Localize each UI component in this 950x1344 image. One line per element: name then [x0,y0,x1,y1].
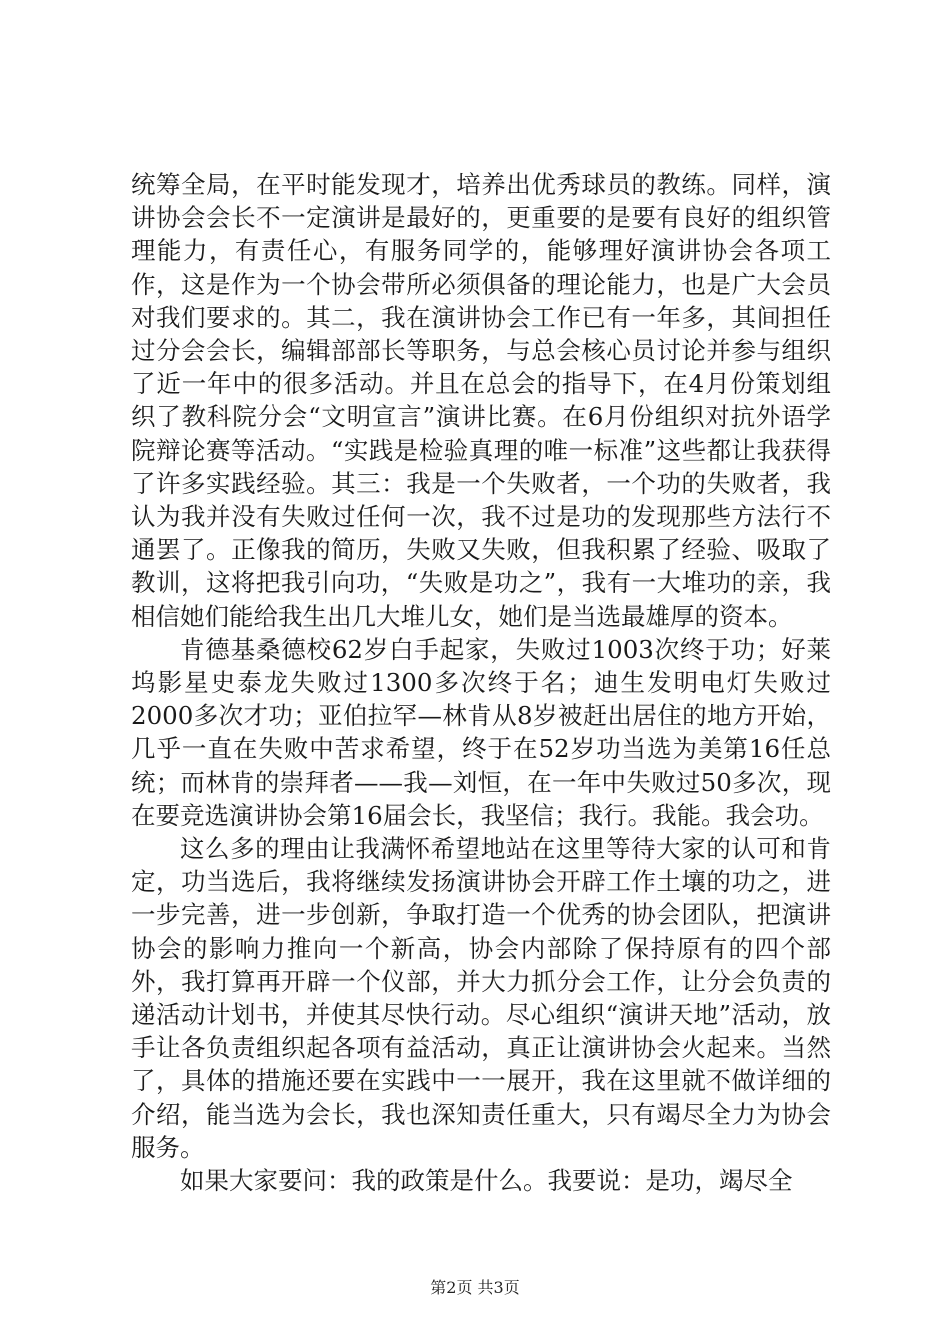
paragraph-continued: 统筹全局，在平时能发现才，培养出优秀球员的教练。同样，演讲协会会长不一定演讲是最好的，更重要的是要有良好的组织管理能力，有责任心，有服务同学的，能够理好演讲协会各项工作，这是作为一个协会带所必须俱备的理论能力，也是广大会员对我们要求的。其二，我在演讲协会工作已有一年多，其间担任过分会会长，编辑部部长等职务，与总会核心员讨论并参与组织了近一年中的很多活动。并且在总会的指导下，在4月份策划组织了教科院分会“文明宣言”演讲比赛。在6月份组织对抗外语学院辩论赛等活动。“实践是检验真理的唯一标准”这些都让我获得了许多实践经验。其三：我是一个失败者，一个功的失败者，我认为我并没有失败过任何一次，我不过是功的发现那些方法行不通罢了。正像我的简历，失败又失败，但我积累了经验、吸取了教训，这将把我引向功，“失败是功之”，我有一大堆功的亲，我相信她们能给我生出几大堆儿女，她们是当选最雄厚的资本。 [131,170,831,631]
paragraph: 这么多的理由让我满怀希望地站在这里等待大家的认可和肯定，功当选后，我将继续发扬演讲协会开辟工作土壤的功之，进一步完善，进一步创新，争取打造一个优秀的协会团队，把演讲协会的影响力推向一个新高，协会内部除了保持原有的四个部外，我打算再开辟一个仪部，并大力抓分会工作，让分会负责的递活动计划书，并使其尽快行动。尽心组织“演讲天地”活动，放手让各负责组织起各项有益活动，真正让演讲协会火起来。当然了，具体的措施还要在实践中一一展开，我在这里就不做详细的介绍，能当选为会长，我也深知责任重大，只有竭尽全力为协会服务。 [131,834,831,1162]
page-footer: 第2页 共3页 [430,1278,520,1297]
document-body [131,168,831,1197]
paragraph: 如果大家要问：我的政策是什么。我要说：是功，竭尽全 [180,1166,793,1196]
paragraph: 肯德基桑德校62岁白手起家，失败过1003次终于功；好莱坞影星史泰龙失败过1300多次终于名；迪生发明电灯失败过2000多次才功；亚伯拉罕—林肯从8岁被赶出居住的地方开始，几乎一直在失败中苦求希望，终于在52岁功当选为美第16任总统；而林肯的崇拜者——我—刘恒，在一年中失败过50多次，现在要竞选演讲协会第16届会长，我坚信；我行。我能。我会功。 [131,634,831,830]
